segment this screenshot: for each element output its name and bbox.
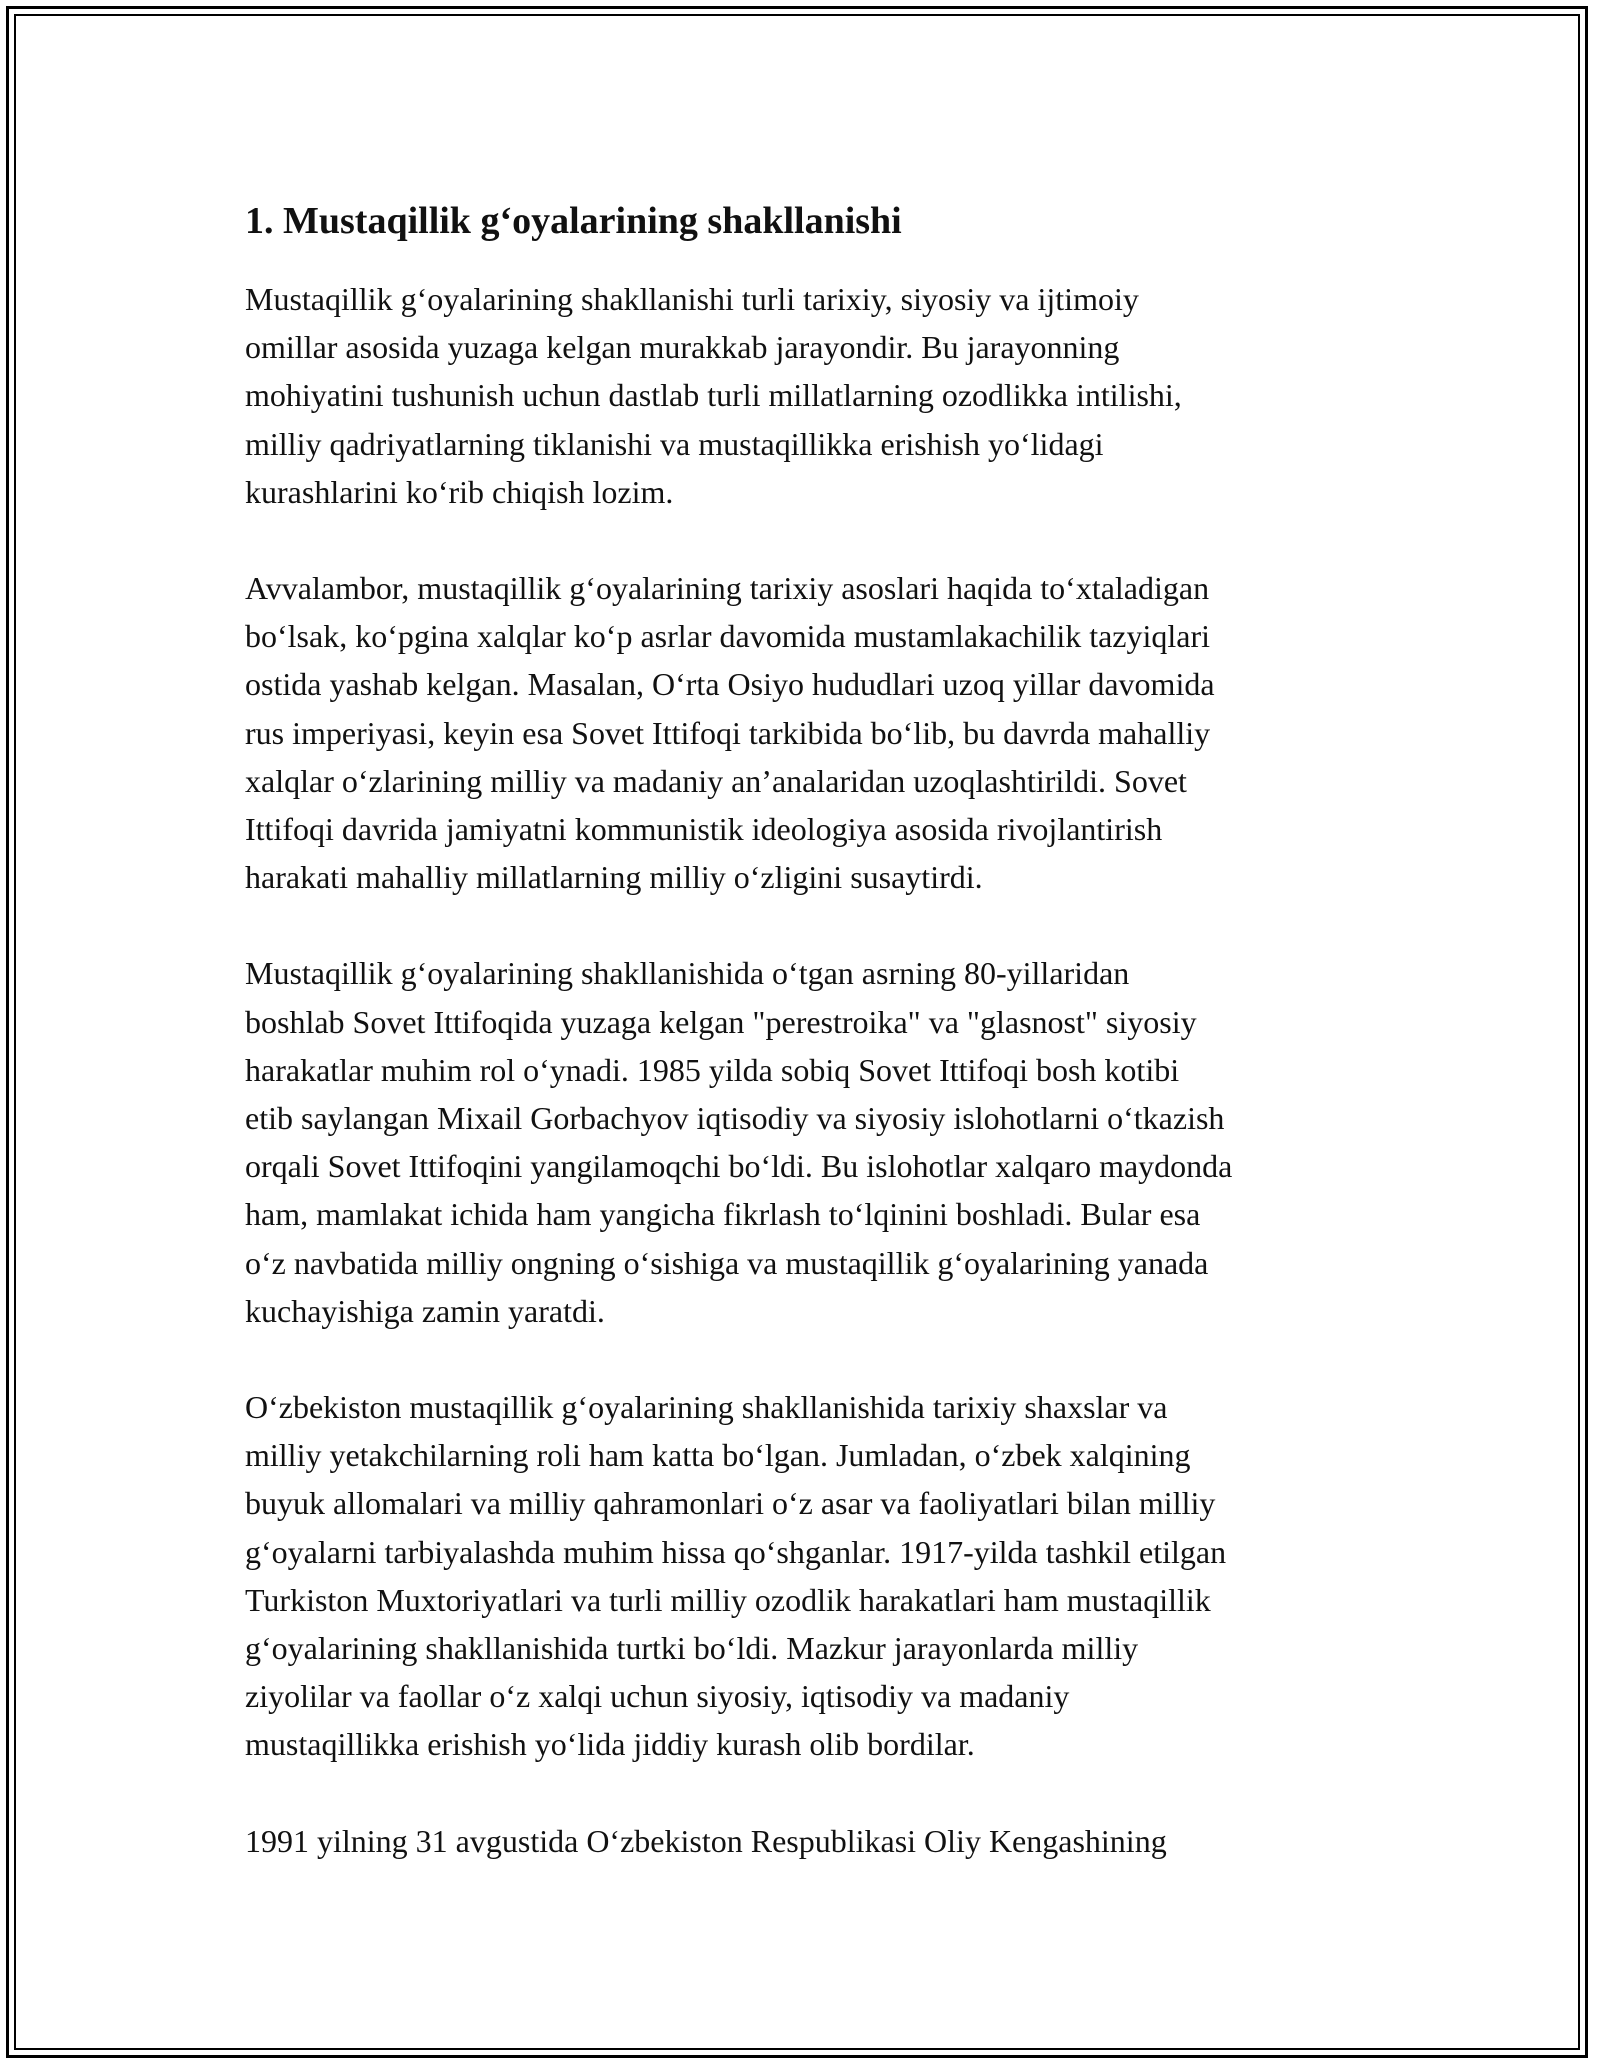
- paragraph-2: [245, 564, 1385, 901]
- text-line: orqali Sovet Ittifoqini yangilamoqchi bo‘ldi. Bu islohotlar xalqaro maydonda: [245, 1148, 1233, 1185]
- page-frame: [6, 6, 1588, 2058]
- document-body: [245, 195, 1385, 1913]
- text-line: ham, mamlakat ichida ham yangicha fikrlash to‘lqinini boshladi. Bular esa: [245, 1196, 1201, 1233]
- text-line: bo‘lsak, ko‘pgina xalqlar ko‘p asrlar davomida mustamlakachilik tazyiqlari: [245, 618, 1211, 655]
- text-line: harakati mahalliy millatlarning milliy o‘zligini susaytirdi.: [245, 859, 983, 896]
- text-line: O‘zbekiston mustaqillik g‘oyalarining shakllanishida tarixiy shaxslar va: [245, 1389, 1168, 1426]
- paragraph-5: [245, 1817, 1385, 1865]
- text-line: boshlab Sovet Ittifoqida yuzaga kelgan "perestroika" va "glasnost" siyosiy: [245, 1003, 1197, 1040]
- paragraph-4: [245, 1383, 1385, 1769]
- text-line: Turkiston Muxtoriyatlari va turli milliy ozodlik harakatlari ham mustaqillik: [245, 1581, 1211, 1618]
- text-line: xalqlar o‘zlarining milliy va madaniy an’analaridan uzoqlashtirildi. Sovet: [245, 762, 1187, 799]
- text-line: Avvalambor, mustaqillik g‘oyalarining tarixiy asoslari haqida to‘xtaladigan: [245, 570, 1210, 607]
- text-line: kuchayishiga zamin yaratdi.: [245, 1292, 605, 1329]
- text-line: ziyolilar va faollar o‘z xalqi uchun siyosiy, iqtisodiy va madaniy: [245, 1678, 1070, 1715]
- text-line: mohiyatini tushunish uchun dastlab turli millatlarning ozodlikka intilishi,: [245, 377, 1182, 414]
- text-line: g‘oyalarining shakllanishida turtki bo‘ldi. Mazkur jarayonlarda milliy: [245, 1630, 1139, 1667]
- paragraph-1: [245, 275, 1385, 516]
- text-line: o‘z navbatida milliy ongning o‘sishiga va mustaqillik g‘oyalarining yanada: [245, 1244, 1209, 1281]
- text-line: Ittifoqi davrida jamiyatni kommunistik ideologiya asosida rivojlantirish: [245, 811, 1163, 848]
- text-line: etib saylangan Mixail Gorbachyov iqtisodiy va siyosiy islohotlarni o‘tkazish: [245, 1100, 1225, 1137]
- text-line: Mustaqillik g‘oyalarining shakllanishida o‘tgan asrning 80-yillaridan: [245, 955, 1130, 992]
- paragraph-3: [245, 949, 1385, 1335]
- text-line: 1991 yilning 31 avgustida O‘zbekiston Respublikasi Oliy Kengashining: [245, 1822, 1167, 1859]
- text-line: ostida yashab kelgan. Masalan, O‘rta Osiyo hududlari uzoq yillar davomida: [245, 666, 1215, 703]
- text-line: omillar asosida yuzaga kelgan murakkab jarayondir. Bu jarayonning: [245, 329, 1120, 366]
- text-line: mustaqillikka erishish yo‘lida jiddiy kurash olib bordilar.: [245, 1726, 975, 1763]
- section-heading: 1. Mustaqillik g‘oyalarining shakllanishi: [245, 200, 902, 242]
- text-line: Mustaqillik g‘oyalarining shakllanishi turli tarixiy, siyosiy va ijtimoiy: [245, 281, 1139, 317]
- text-line: harakatlar muhim rol o‘ynadi. 1985 yilda sobiq Sovet Ittifoqi bosh kotibi: [245, 1051, 1180, 1088]
- text-line: rus imperiyasi, keyin esa Sovet Ittifoqi tarkibida bo‘lib, bu davrda mahalliy: [245, 714, 1211, 751]
- text-line: milliy yetakchilarning roli ham katta bo‘lgan. Jumladan, o‘zbek xalqining: [245, 1437, 1191, 1474]
- text-line: g‘oyalarni tarbiyalashda muhim hissa qo‘shganlar. 1917-yilda tashkil etilgan: [245, 1533, 1227, 1570]
- text-line: milliy qadriyatlarning tiklanishi va mustaqillikka erishish yo‘lidagi: [245, 425, 1104, 462]
- text-line: kurashlarini ko‘rib chiqish lozim.: [245, 473, 674, 510]
- text-line: buyuk allomalari va milliy qahramonlari o‘z asar va faoliyatlari bilan milliy: [245, 1485, 1216, 1522]
